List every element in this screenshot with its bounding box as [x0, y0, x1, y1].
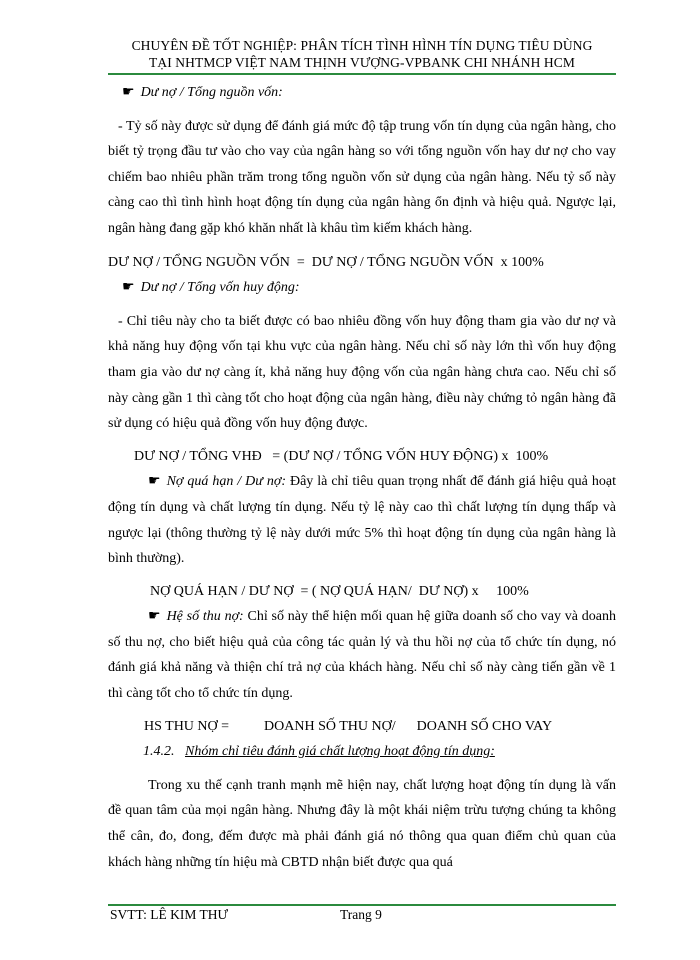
- pointing-hand-icon: ☛: [148, 474, 161, 490]
- paragraph-4: [108, 604, 616, 706]
- header-rule: [108, 73, 616, 75]
- paragraph-4-text: Chỉ số này thể hiện mối quan hệ giữa doanh số cho vay và doanh số thu nợ, cho biết hiệu quả của công tác quản lý và thu hồi nợ của tổ chức tín dụng, nó đánh giá khả năng và thiện chí trả nợ của khách hàng. Nếu chỉ số này càng tiến gần về 1 thì càng tốt cho tổ chức tín dụng.: [108, 609, 617, 702]
- lead-item-3: Nợ quá hạn / Dư nợ:: [166, 474, 286, 490]
- pointing-hand-icon: ☛: [148, 609, 161, 625]
- formula-4: HS THU NỢ = DOANH SỐ THU NỢ/ DOANH SỐ CHO VAY: [144, 718, 553, 734]
- document-body: [108, 80, 616, 875]
- section-number: 1.4.2.: [143, 744, 175, 760]
- header-line-2: TẠI NHTMCP VIỆT NAM THỊNH VƯỢNG-VPBANK CHI NHÁNH HCM: [149, 55, 575, 70]
- pointing-hand-icon: ☛: [122, 85, 135, 100]
- footer-page-number: Trang 9: [340, 907, 382, 922]
- lead-item-4: Hệ số thu nợ:: [166, 609, 244, 625]
- page-header: [108, 37, 616, 71]
- paragraph-2: - Chỉ tiêu này cho ta biết được có bao nhiêu đồng vốn huy động tham gia vào dư nợ và khả năng huy động vốn tại khu vực của ngân hàng. Nếu chỉ số này lớn thì vốn huy động tham gia vào dư nợ càng ít, khả năng huy động vốn của ngân hàng chưa cao. Nếu chỉ số này càng gần 1 thì càng tốt cho hoạt động của ngân hàng, điều này chứng tỏ ngân hàng đã sử dụng có hiệu quả đồng vốn huy động được.: [108, 313, 616, 432]
- paragraph-5: Trong xu thế cạnh tranh mạnh mẽ hiện nay, chất lượng hoạt động tín dụng là vấn đề quan tâm của mọi ngân hàng. Nhưng đây là một khái niệm trừu tượng chúng ta không thể cân, đo, đong, đếm được mà phải đánh giá nó thông qua quan điểm chủ quan của khách hàng những tín hiệu mà CBTD nhận biết được qua quá: [108, 777, 616, 870]
- paragraph-1: - Tỷ số này được sử dụng để đánh giá mức độ tập trung vốn tín dụng của ngân hàng, cho biết tỷ trọng đầu tư vào cho vay của ngân hàng so với tổng nguồn vốn hay dư nợ cho vay chiếm bao nhiêu phần trăm trong tổng nguồn vốn sử dụng của ngân hàng. Nếu tỷ số này càng cao thì tình hình hoạt động tín dụng của ngân hàng ổn định và hiệu quả. Ngược lại, ngân hàng đang gặp khó khăn nhất là khâu tìm kiếm khách hàng.: [108, 118, 616, 236]
- paragraph-3: [108, 469, 616, 571]
- bullet-heading-text: Dư nợ / Tổng vốn huy động:: [140, 280, 300, 296]
- section-heading: [108, 739, 616, 765]
- formula-3: NỢ QUÁ HẠN / DƯ NỢ = ( NỢ QUÁ HẠN/ DƯ NỢ) x 100%: [150, 583, 529, 599]
- footer-rule: [108, 904, 616, 906]
- bullet-heading-text: Dư nợ / Tổng nguồn vốn:: [140, 85, 283, 100]
- formula-2: DƯ NỢ / TỔNG VHĐ = (DƯ NỢ / TỔNG VỐN HUY ĐỘNG) x 100%: [134, 448, 549, 464]
- bullet-heading-2: [108, 275, 616, 301]
- footer-author: SVTT: LÊ KIM THƯ: [110, 907, 228, 922]
- paragraph-3-text: Đây là chỉ tiêu quan trọng nhất để đánh giá hiệu quả hoạt động tín dụng và chất lượng tín dụng. Nếu tỷ lệ này cao thì chất lượng tín dụng thấp và ngược lại (thông thường tỷ lệ này dưới mức 5% thì hoạt động tín dụng của ngân hàng là bình thường).: [108, 474, 616, 567]
- section-title: Nhóm chỉ tiêu đánh giá chất lượng hoạt động tín dụng:: [185, 744, 495, 760]
- formula-1: DƯ NỢ / TỔNG NGUỒN VỐN = DƯ NỢ / TỔNG NGUỒN VỐN x 100%: [108, 254, 544, 270]
- pointing-hand-icon: ☛: [122, 280, 135, 296]
- header-line-1: CHUYÊN ĐỀ TỐT NGHIỆP: PHÂN TÍCH TÌNH HÌNH TÍN DỤNG TIÊU DÙNG: [131, 38, 593, 53]
- bullet-heading-1: [108, 80, 616, 106]
